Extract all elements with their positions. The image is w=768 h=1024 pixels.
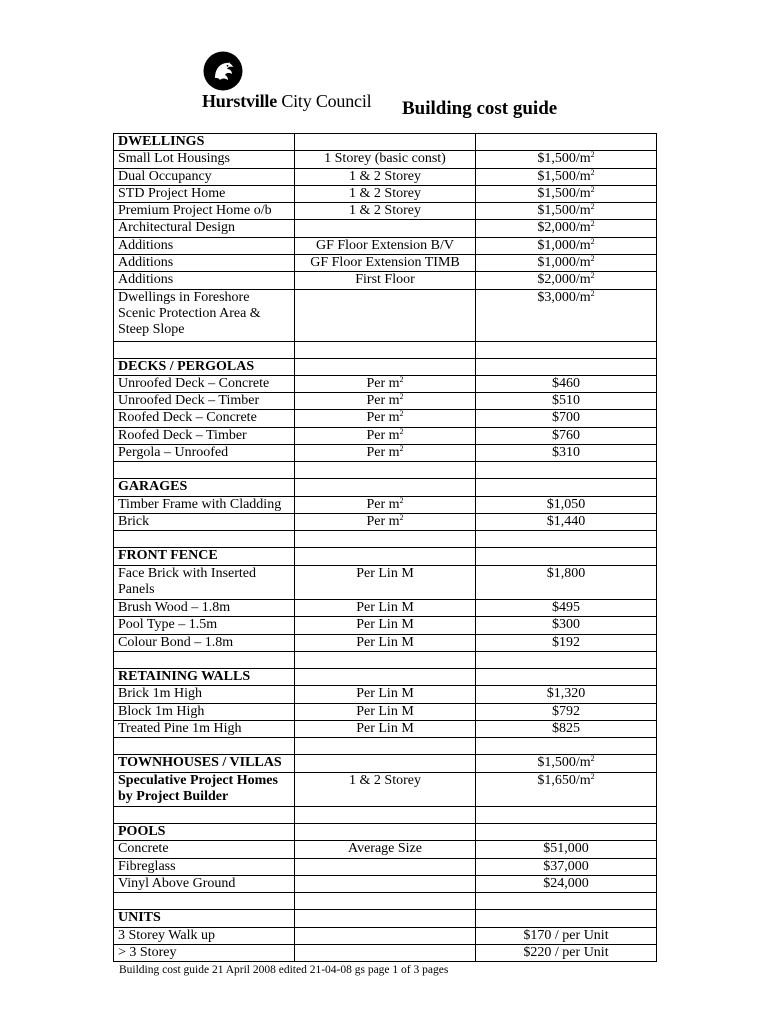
item-cost xyxy=(476,168,657,185)
item-cost-text: $192 xyxy=(552,634,580,650)
item-cost-text: $1,000/m xyxy=(537,255,591,271)
item-cost xyxy=(476,375,657,392)
item-cost xyxy=(476,513,657,530)
table-row xyxy=(114,703,657,720)
table-row xyxy=(114,393,657,410)
heading-cost-cell xyxy=(476,548,657,565)
item-cost-sup: 2 xyxy=(590,772,595,781)
item-description-text: Premium Project Home o/b xyxy=(118,203,272,219)
item-unit xyxy=(295,220,476,237)
table-row xyxy=(114,944,657,961)
table-row xyxy=(114,600,657,617)
council-name-bold: Hurstville xyxy=(202,91,277,111)
item-description-text: Block 1m High xyxy=(118,703,205,719)
item-unit xyxy=(295,255,476,272)
item-description-text: Unroofed Deck – Timber xyxy=(118,393,260,409)
section-heading xyxy=(114,134,295,151)
section-heading-text: FRONT FENCE xyxy=(118,548,218,564)
spacer-cell xyxy=(295,652,476,669)
item-cost-text: $760 xyxy=(552,427,580,443)
item-unit xyxy=(295,720,476,737)
table-row xyxy=(114,151,657,168)
item-cost-sup: 2 xyxy=(590,237,595,246)
item-description-text: STD Project Home xyxy=(118,185,226,201)
council-name-rest: City Council xyxy=(281,91,372,111)
item-unit xyxy=(295,875,476,892)
item-cost xyxy=(476,634,657,651)
table-row xyxy=(114,168,657,185)
section-heading-text: TOWNHOUSES / VILLAS xyxy=(118,755,282,771)
heading-cost-cell xyxy=(476,755,657,772)
spacer-cell xyxy=(476,807,657,824)
table-row xyxy=(114,203,657,220)
item-cost-text: $2,000/m xyxy=(537,220,591,236)
table-row xyxy=(114,220,657,237)
spacer-cell xyxy=(476,893,657,910)
item-cost-text: $220 / per Unit xyxy=(523,944,609,960)
item-description-text: Colour Bond – 1.8m xyxy=(118,634,234,650)
item-unit-sup: 2 xyxy=(399,392,404,402)
item-unit xyxy=(295,944,476,961)
item-unit-text: Average Size xyxy=(348,841,422,857)
item-cost xyxy=(476,858,657,875)
spacer-row xyxy=(114,462,657,479)
heading-cost-cell xyxy=(476,358,657,375)
item-unit xyxy=(295,237,476,254)
item-cost xyxy=(476,772,657,807)
section-heading-row xyxy=(114,910,657,927)
item-cost-text: $37,000 xyxy=(543,858,589,874)
item-unit xyxy=(295,445,476,462)
item-unit xyxy=(295,427,476,444)
item-unit xyxy=(295,513,476,530)
item-cost-text: $24,000 xyxy=(543,875,589,891)
table-row xyxy=(114,410,657,427)
item-unit-text: Per m xyxy=(366,445,400,461)
table-row xyxy=(114,634,657,651)
item-unit-text: Per Lin M xyxy=(356,600,414,616)
heading-unit-cell xyxy=(295,669,476,686)
section-heading-row xyxy=(114,755,657,772)
item-description xyxy=(114,875,295,892)
item-description xyxy=(114,565,295,600)
item-description-text: Roofed Deck – Timber xyxy=(118,427,247,443)
council-logo-icon xyxy=(203,51,243,91)
item-unit xyxy=(295,393,476,410)
item-description-text: Brush Wood – 1.8m xyxy=(118,600,231,616)
item-unit-sup: 2 xyxy=(399,409,404,419)
item-description xyxy=(114,255,295,272)
item-unit-sup: 2 xyxy=(399,513,404,522)
item-description-text: Architectural Design xyxy=(118,220,236,236)
item-cost xyxy=(476,703,657,720)
item-unit xyxy=(295,703,476,720)
item-cost-text: $1,000/m xyxy=(537,237,591,253)
spacer-cell xyxy=(476,738,657,755)
item-unit-text: 1 & 2 Storey xyxy=(349,185,421,201)
item-description-text: Pergola – Unroofed xyxy=(118,445,229,461)
item-description xyxy=(114,617,295,634)
item-description xyxy=(114,686,295,703)
item-unit-text: Per Lin M xyxy=(356,720,414,736)
table-row xyxy=(114,427,657,444)
heading-cost-cell xyxy=(476,134,657,151)
section-heading-text: DWELLINGS xyxy=(118,134,205,149)
item-cost xyxy=(476,617,657,634)
item-unit-text: 1 & 2 Storey xyxy=(349,772,421,788)
item-description-text: 3 Storey Walk up xyxy=(118,927,215,943)
page-footer: Building cost guide 21 April 2008 edited 21-04-08 gs page 1 of 3 pages xyxy=(119,964,449,976)
item-cost-text: $825 xyxy=(552,720,580,736)
item-unit-text: Per Lin M xyxy=(356,634,414,650)
item-description xyxy=(114,513,295,530)
heading-unit-cell xyxy=(295,479,476,496)
spacer-row xyxy=(114,738,657,755)
item-description xyxy=(114,375,295,392)
table-row xyxy=(114,237,657,254)
item-unit xyxy=(295,600,476,617)
item-cost-sup: 2 xyxy=(590,271,595,281)
item-description xyxy=(114,237,295,254)
section-heading-row xyxy=(114,134,657,151)
spacer-cell xyxy=(295,462,476,479)
item-cost-text: $1,800 xyxy=(546,565,586,581)
item-cost xyxy=(476,565,657,600)
heading-cost-cell xyxy=(476,669,657,686)
item-cost xyxy=(476,445,657,462)
item-description-text: Timber Frame with Cladding xyxy=(118,496,282,512)
item-unit-text: GF Floor Extension B/V xyxy=(315,237,455,253)
item-cost xyxy=(476,600,657,617)
item-cost-text: $1,440 xyxy=(546,513,586,529)
heading-unit-cell xyxy=(295,548,476,565)
item-description xyxy=(114,944,295,961)
section-heading xyxy=(114,548,295,565)
heading-unit-cell xyxy=(295,134,476,151)
item-description xyxy=(114,858,295,875)
heading-cost-cell-sup: 2 xyxy=(590,754,595,764)
item-cost xyxy=(476,686,657,703)
item-description xyxy=(114,445,295,462)
item-cost-sup: 2 xyxy=(590,202,595,212)
item-unit-text: 1 Storey (basic const) xyxy=(324,151,446,167)
spacer-cell xyxy=(295,341,476,358)
item-unit xyxy=(295,375,476,392)
section-heading-row xyxy=(114,548,657,565)
item-unit xyxy=(295,565,476,600)
section-heading xyxy=(114,358,295,375)
item-description-text: Brick xyxy=(118,513,150,529)
page-title: Building cost guide xyxy=(402,98,558,119)
item-unit-text: 1 & 2 Storey xyxy=(349,203,421,219)
item-description xyxy=(114,393,295,410)
item-unit-text: First Floor xyxy=(355,272,415,288)
item-description xyxy=(114,720,295,737)
item-unit xyxy=(295,151,476,168)
item-description-text: Treated Pine 1m High xyxy=(118,720,242,736)
heading-cost-cell xyxy=(476,910,657,927)
item-unit-text: GF Floor Extension TIMB xyxy=(310,255,460,271)
heading-cost-cell-text: $1,500/m xyxy=(537,755,591,771)
item-cost-text: $792 xyxy=(552,703,580,719)
item-cost-text: $170 / per Unit xyxy=(523,927,609,943)
item-unit-text: Per m xyxy=(366,375,400,391)
item-cost xyxy=(476,410,657,427)
item-unit-text: Per m xyxy=(366,410,400,426)
spacer-cell xyxy=(295,531,476,548)
spacer-cell xyxy=(114,807,295,824)
item-cost xyxy=(476,927,657,944)
table-row xyxy=(114,875,657,892)
table-row xyxy=(114,445,657,462)
item-cost-sup: 2 xyxy=(590,185,595,194)
item-description xyxy=(114,841,295,858)
item-description-text: Additions xyxy=(118,255,174,271)
table-row xyxy=(114,289,657,341)
item-cost-text: $1,320 xyxy=(546,686,586,702)
spacer-cell xyxy=(476,341,657,358)
item-description-text: Additions xyxy=(118,272,174,288)
item-cost xyxy=(476,720,657,737)
table-row xyxy=(114,375,657,392)
spacer-cell xyxy=(476,531,657,548)
item-description xyxy=(114,203,295,220)
item-cost xyxy=(476,875,657,892)
item-description xyxy=(114,703,295,720)
item-cost xyxy=(476,203,657,220)
document-header xyxy=(0,0,768,130)
item-cost xyxy=(476,237,657,254)
item-description-text: Speculative Project Homes by Project Builder xyxy=(118,772,278,804)
item-cost xyxy=(476,151,657,168)
spacer-cell xyxy=(114,341,295,358)
item-cost-text: $1,500/m xyxy=(537,151,591,167)
section-heading xyxy=(114,755,295,772)
table-row xyxy=(114,858,657,875)
item-unit-text: Per m xyxy=(366,496,400,512)
section-heading-row xyxy=(114,358,657,375)
item-description xyxy=(114,427,295,444)
spacer-cell xyxy=(476,652,657,669)
section-heading xyxy=(114,479,295,496)
section-heading-row xyxy=(114,669,657,686)
section-heading-text: UNITS xyxy=(118,910,161,926)
item-cost xyxy=(476,841,657,858)
item-cost xyxy=(476,944,657,961)
item-cost-sup: 2 xyxy=(590,289,595,298)
item-description xyxy=(114,634,295,651)
item-unit xyxy=(295,410,476,427)
item-unit-sup: 2 xyxy=(399,375,404,384)
item-description-text: Additions xyxy=(118,237,174,253)
item-cost xyxy=(476,289,657,341)
item-cost-text: $2,000/m xyxy=(537,272,591,288)
item-unit-text: Per Lin M xyxy=(356,617,414,633)
heading-unit-cell xyxy=(295,755,476,772)
item-description-text: > 3 Storey xyxy=(118,944,177,960)
item-cost xyxy=(476,393,657,410)
council-name xyxy=(202,91,371,112)
item-description xyxy=(114,272,295,289)
item-cost xyxy=(476,185,657,202)
item-cost-sup: 2 xyxy=(590,254,595,264)
spacer-cell xyxy=(476,462,657,479)
item-description xyxy=(114,220,295,237)
item-description-text: Unroofed Deck – Concrete xyxy=(118,375,270,391)
item-cost-text: $495 xyxy=(552,600,580,616)
item-unit-text: Per m xyxy=(366,393,400,409)
section-heading-text: RETAINING WALLS xyxy=(118,669,251,685)
item-cost xyxy=(476,272,657,289)
spacer-cell xyxy=(114,652,295,669)
table-row xyxy=(114,841,657,858)
heading-unit-cell xyxy=(295,824,476,841)
item-description xyxy=(114,600,295,617)
item-cost xyxy=(476,220,657,237)
spacer-row xyxy=(114,341,657,358)
item-cost-text: $1,500/m xyxy=(537,168,591,184)
spacer-row xyxy=(114,893,657,910)
item-description-text: Dual Occupancy xyxy=(118,168,212,184)
spacer-cell xyxy=(295,738,476,755)
section-heading xyxy=(114,824,295,841)
section-heading-text: POOLS xyxy=(118,824,166,840)
item-unit xyxy=(295,772,476,807)
item-description-text: Concrete xyxy=(118,841,169,857)
item-description-text: Face Brick with Inserted Panels xyxy=(118,565,257,597)
spacer-row xyxy=(114,652,657,669)
item-description xyxy=(114,410,295,427)
item-cost xyxy=(476,255,657,272)
item-unit-text: Per m xyxy=(366,513,400,529)
heading-unit-cell xyxy=(295,358,476,375)
item-cost-text: $3,000/m xyxy=(537,289,591,305)
item-unit-sup: 2 xyxy=(399,444,404,454)
table-row xyxy=(114,720,657,737)
spacer-cell xyxy=(114,738,295,755)
item-description-text: Small Lot Housings xyxy=(118,151,231,167)
item-unit xyxy=(295,289,476,341)
item-unit-text: Per Lin M xyxy=(356,703,414,719)
item-description xyxy=(114,168,295,185)
item-unit xyxy=(295,203,476,220)
heading-cost-cell xyxy=(476,479,657,496)
item-cost-text: $1,050 xyxy=(546,496,586,512)
item-description xyxy=(114,289,295,341)
item-cost-text: $51,000 xyxy=(543,841,589,857)
item-description-text: Brick 1m High xyxy=(118,686,202,702)
item-description-text: Dwellings in Foreshore Scenic Protection Area & Steep Slope xyxy=(118,289,261,338)
item-unit xyxy=(295,858,476,875)
table-row xyxy=(114,686,657,703)
item-cost-sup: 2 xyxy=(590,219,595,229)
item-cost xyxy=(476,427,657,444)
spacer-cell xyxy=(114,531,295,548)
item-description xyxy=(114,496,295,513)
item-description-text: Fibreglass xyxy=(118,858,176,874)
item-unit xyxy=(295,496,476,513)
table-row xyxy=(114,565,657,600)
heading-cost-cell xyxy=(476,824,657,841)
item-description xyxy=(114,151,295,168)
item-description xyxy=(114,185,295,202)
heading-unit-cell xyxy=(295,910,476,927)
table-row xyxy=(114,255,657,272)
item-description-text: Pool Type – 1.5m xyxy=(118,617,218,633)
spacer-row xyxy=(114,531,657,548)
item-cost-sup: 2 xyxy=(590,150,595,160)
table-row xyxy=(114,272,657,289)
item-unit xyxy=(295,841,476,858)
table-row xyxy=(114,513,657,530)
item-unit-text: Per Lin M xyxy=(356,686,414,702)
table-row xyxy=(114,772,657,807)
item-cost-text: $510 xyxy=(552,393,580,409)
item-cost-text: $1,650/m xyxy=(537,772,591,788)
table-row xyxy=(114,617,657,634)
table-row xyxy=(114,927,657,944)
section-heading xyxy=(114,910,295,927)
item-unit-sup: 2 xyxy=(399,427,404,436)
spacer-cell xyxy=(114,893,295,910)
item-description-text: Roofed Deck – Concrete xyxy=(118,410,257,426)
item-description xyxy=(114,927,295,944)
section-heading xyxy=(114,669,295,686)
spacer-cell xyxy=(114,462,295,479)
spacer-cell xyxy=(295,807,476,824)
item-cost-text: $300 xyxy=(552,617,580,633)
item-unit-text: Per m xyxy=(366,427,400,443)
spacer-cell xyxy=(295,893,476,910)
section-heading-row xyxy=(114,479,657,496)
cost-guide-table xyxy=(113,133,657,962)
table-row xyxy=(114,496,657,513)
item-unit-text: Per Lin M xyxy=(356,565,414,581)
item-cost-sup: 2 xyxy=(590,168,595,177)
item-cost-text: $310 xyxy=(552,445,580,461)
item-unit-text: 1 & 2 Storey xyxy=(349,168,421,184)
item-unit xyxy=(295,927,476,944)
item-unit xyxy=(295,168,476,185)
section-heading-text: DECKS / PERGOLAS xyxy=(118,358,255,374)
section-heading-row xyxy=(114,824,657,841)
item-cost-text: $460 xyxy=(552,375,580,391)
item-unit xyxy=(295,185,476,202)
item-cost-text: $1,500/m xyxy=(537,185,591,201)
item-description xyxy=(114,772,295,807)
item-cost xyxy=(476,496,657,513)
spacer-row xyxy=(114,807,657,824)
item-unit xyxy=(295,686,476,703)
item-cost-text: $700 xyxy=(552,410,580,426)
table-row xyxy=(114,185,657,202)
item-unit xyxy=(295,272,476,289)
item-unit xyxy=(295,634,476,651)
item-unit xyxy=(295,617,476,634)
item-cost-text: $1,500/m xyxy=(537,203,591,219)
item-unit-sup: 2 xyxy=(399,496,404,505)
section-heading-text: GARAGES xyxy=(118,479,188,495)
item-description-text: Vinyl Above Ground xyxy=(118,875,236,891)
